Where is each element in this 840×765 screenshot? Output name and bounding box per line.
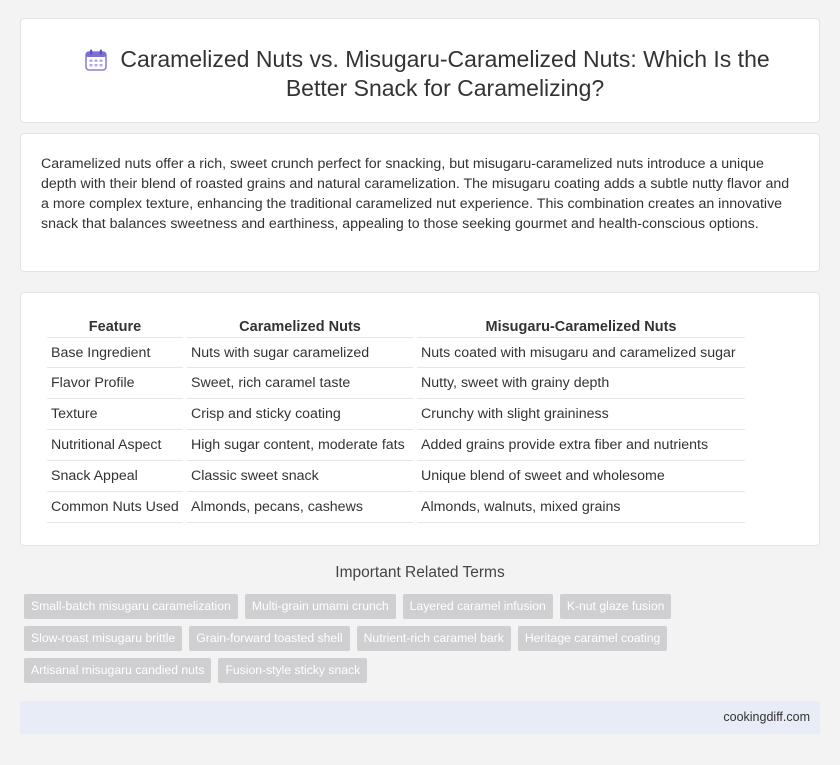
table-row bbox=[47, 399, 745, 430]
related-terms-section bbox=[20, 564, 820, 690]
related-terms-title: Important Related Terms bbox=[335, 564, 505, 581]
table-row bbox=[47, 337, 745, 368]
related-terms-list bbox=[20, 594, 820, 690]
related-term-tag[interactable]: Small-batch misugaru caramelization bbox=[24, 594, 238, 619]
table-cell: Nuts coated with misugaru and caramelized sugar bbox=[417, 337, 745, 368]
table-row bbox=[47, 368, 745, 399]
table-cell: Nutritional Aspect bbox=[47, 430, 183, 461]
related-term-tag[interactable]: Artisanal misugaru candied nuts bbox=[24, 658, 211, 683]
related-term-tag[interactable]: Heritage caramel coating bbox=[518, 626, 668, 651]
table-row bbox=[47, 430, 745, 461]
table-row bbox=[47, 461, 745, 492]
related-term-tag[interactable]: Grain-forward toasted shell bbox=[189, 626, 349, 651]
page-title: Caramelized Nuts vs. Misugaru-Caramelized Nuts: Which Is the Better Snack for Caramelizing? bbox=[120, 46, 770, 101]
table-cell: Crisp and sticky coating bbox=[187, 399, 413, 430]
table-cell: Nutty, sweet with grainy depth bbox=[417, 368, 745, 399]
related-term-tag[interactable]: Nutrient-rich caramel bark bbox=[357, 626, 511, 651]
intro-card bbox=[20, 133, 820, 272]
table-cell: Base Ingredient bbox=[47, 337, 183, 368]
table-cell: Unique blend of sweet and wholesome bbox=[417, 461, 745, 492]
footer-site-link[interactable]: cookingdiff.com bbox=[723, 710, 810, 724]
intro-paragraph: Caramelized nuts offer a rich, sweet crunch perfect for snacking, but misugaru-caramelized nuts introduce a unique depth with their blend of roasted grains and natural caramelization. The misugaru coating adds a subtle nutty flavor and a more complex texture, enhancing the traditional caramelized nut experience. This combination creates an innovative snack that balances sweetness and earthiness, appealing to those seeking gourmet and health-conscious options. bbox=[41, 156, 790, 232]
table-cell: Flavor Profile bbox=[47, 368, 183, 399]
related-term-tag[interactable]: Layered caramel infusion bbox=[403, 594, 553, 619]
table-cell: Sweet, rich caramel taste bbox=[187, 368, 413, 399]
table-cell: Classic sweet snack bbox=[187, 461, 413, 492]
column-header-feature: Feature bbox=[88, 319, 142, 335]
related-term-tag[interactable]: Multi-grain umami crunch bbox=[245, 594, 396, 619]
column-header-caramelized: Caramelized Nuts bbox=[239, 319, 361, 335]
table-cell: Snack Appeal bbox=[47, 461, 183, 492]
comparison-card bbox=[20, 292, 820, 546]
footer bbox=[20, 701, 820, 734]
comparison-table bbox=[43, 315, 749, 523]
table-cell: Almonds, pecans, cashews bbox=[187, 492, 413, 523]
table-header-row bbox=[47, 315, 745, 337]
table-cell: High sugar content, moderate fats bbox=[187, 430, 413, 461]
table-cell: Common Nuts Used bbox=[47, 492, 183, 523]
table-cell: Crunchy with slight graininess bbox=[417, 399, 745, 430]
related-term-tag[interactable]: Fusion-style sticky snack bbox=[218, 658, 367, 683]
related-term-tag[interactable]: Slow-roast misugaru brittle bbox=[24, 626, 182, 651]
table-row bbox=[47, 492, 745, 523]
header-card bbox=[20, 18, 820, 123]
table-cell: Nuts with sugar caramelized bbox=[187, 337, 413, 368]
column-header-misugaru: Misugaru-Caramelized Nuts bbox=[485, 319, 677, 335]
table-cell: Almonds, walnuts, mixed grains bbox=[417, 492, 745, 523]
related-term-tag[interactable]: K-nut glaze fusion bbox=[560, 594, 672, 619]
table-cell: Added grains provide extra fiber and nutrients bbox=[417, 430, 745, 461]
table-cell: Texture bbox=[47, 399, 183, 430]
